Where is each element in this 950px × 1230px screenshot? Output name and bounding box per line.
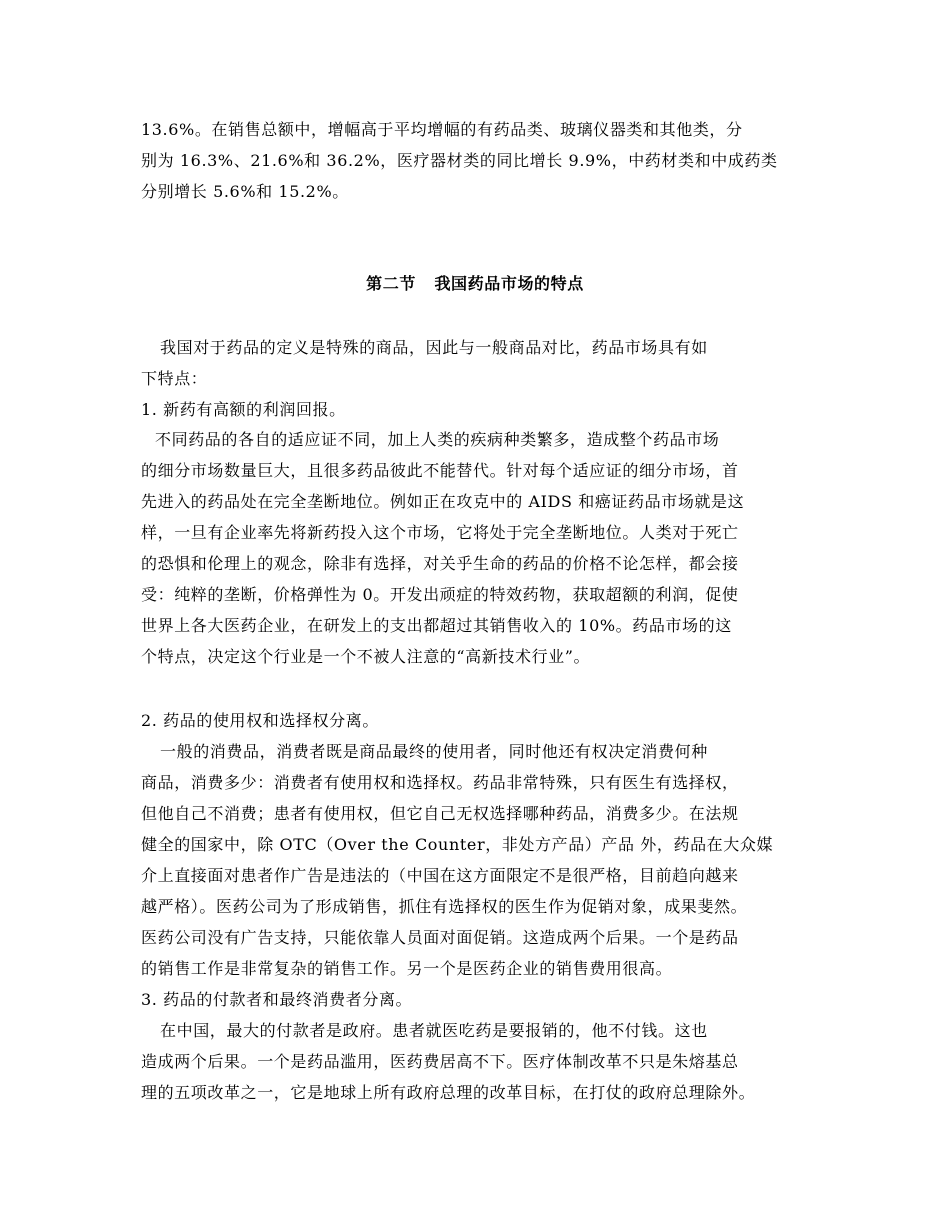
section-title: 第二节 我国药品市场的特点 xyxy=(366,274,584,293)
paragraph-line: 健全的国家中，除 OTC（Over the Counter，非处方产品）产品 外，药品在大众媒 xyxy=(141,835,774,854)
paragraph-line: 样，一旦有企业率先将新药投入这个市场，它将处于完全垄断地位。人类对于死亡 xyxy=(141,523,739,542)
paragraph-line: 医药公司没有广告支持，只能依靠人员面对面促销。这造成两个后果。一个是药品 xyxy=(141,928,739,947)
paragraph-line: 受：纯粹的垄断，价格弹性为 0。开发出顽症的特效药物，获取超额的利润，促使 xyxy=(141,585,739,604)
point-heading: 1. 新药有高额的利润回报。 xyxy=(141,400,346,419)
paragraph-line: 先进入的药品处在完全垄断地位。例如正在攻克中的 AIDS 和癌证药品市场就是这 xyxy=(141,492,745,511)
paragraph-line: 的细分市场数量巨大，且很多药品彼此不能替代。针对每个适应证的细分市场，首 xyxy=(141,461,739,480)
paragraph-line: 理的五项改革之一，它是地球上所有政府总理的改革目标，在打仗的政府总理除外。 xyxy=(141,1083,756,1102)
paragraph-line: 我国对于药品的定义是特殊的商品，因此与一般商品对比，药品市场具有如 xyxy=(160,338,708,357)
paragraph-line: 的销售工作是非常复杂的销售工作。另一个是医药企业的销售费用很高。 xyxy=(141,959,673,978)
paragraph-line: 但他自己不消费；患者有使用权，但它自己无权选择哪种药品，消费多少。在法规 xyxy=(141,804,739,823)
paragraph-line: 商品，消费多少：消费者有使用权和选择权。药品非常特殊，只有医生有选择权， xyxy=(141,773,739,792)
paragraph-line: 13.6%。在销售总额中，增幅高于平均增幅的有药品类、玻璃仪器类和其他类，分 xyxy=(141,120,743,139)
paragraph-line: 世界上各大医药企业，在研发上的支出都超过其销售收入的 10%。药品市场的这 xyxy=(141,616,732,635)
paragraph-line: 别为 16.3%、21.6%和 36.2%，医疗器材类的同比增长 9.9%，中药材类和中成药类 xyxy=(141,151,778,170)
paragraph-line: 下特点： xyxy=(141,369,208,388)
paragraph-line: 造成两个后果。一个是药品滥用，医药费居高不下。医疗体制改革不只是朱熔基总 xyxy=(141,1052,739,1071)
paragraph-line: 不同药品的各自的适应证不同，加上人类的疾病种类繁多，造成整个药品市场 xyxy=(155,430,720,449)
point-heading: 3. 药品的付款者和最终消费者分离。 xyxy=(141,990,413,1009)
paragraph-line: 一般的消费品，消费者既是商品最终的使用者，同时他还有权决定消费何种 xyxy=(160,742,708,761)
paragraph-line: 个特点，决定这个行业是一个不被人注意的“高新技术行业”。 xyxy=(141,647,591,666)
paragraph-line: 分别增长 5.6%和 15.2%。 xyxy=(141,182,349,201)
paragraph-line: 在中国，最大的付款者是政府。患者就医吃药是要报销的，他不付钱。这也 xyxy=(160,1021,708,1040)
point-heading: 2. 药品的使用权和选择权分离。 xyxy=(141,711,379,730)
paragraph-line: 介上直接面对患者作广告是违法的（中国在这方面限定不是很严格，目前趋向越来 xyxy=(141,866,739,885)
paragraph-line: 越严格）。医药公司为了形成销售，抓住有选择权的医生作为促销对象，成果斐然。 xyxy=(141,897,748,916)
paragraph-line: 的恐惧和伦理上的观念，除非有选择，对关乎生命的药品的价格不论怎样，都会接 xyxy=(141,554,739,573)
